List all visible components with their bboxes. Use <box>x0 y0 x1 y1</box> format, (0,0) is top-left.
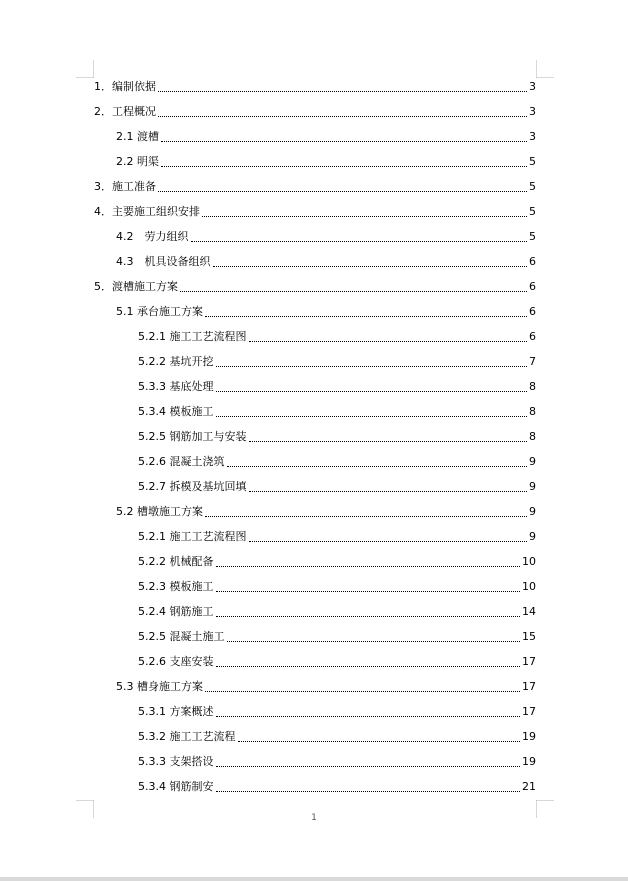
toc-entry-page: 10 <box>522 580 536 593</box>
toc-dot-leader <box>216 616 521 617</box>
toc-entry-page: 7 <box>529 355 536 368</box>
toc-entry[interactable] <box>94 205 536 219</box>
toc-entry[interactable] <box>138 330 536 344</box>
toc-dot-leader <box>227 466 528 467</box>
toc-entry[interactable] <box>138 730 536 744</box>
toc-entry[interactable] <box>138 655 536 669</box>
toc-entry-title: 5.2.5 混凝土施工 <box>138 630 225 643</box>
toc-entry-title: 2．工程概况 <box>94 105 156 118</box>
toc-entry-title: 1．编制依据 <box>94 80 156 93</box>
toc-entry-page: 6 <box>529 280 536 293</box>
toc-dot-leader <box>216 566 521 567</box>
toc-entry-title: 5.2.4 钢筋施工 <box>138 605 214 618</box>
toc-entry-page: 5 <box>529 205 536 218</box>
toc-entry-title: 4.2 劳力组织 <box>116 230 189 243</box>
toc-entry-title: 5.2.5 钢筋加工与安装 <box>138 430 247 443</box>
toc-entry-title: 5.1 承台施工方案 <box>116 305 203 318</box>
toc-entry[interactable] <box>138 455 536 469</box>
toc-entry[interactable] <box>138 555 536 569</box>
toc-entry-title: 5.2.2 基坑开挖 <box>138 355 214 368</box>
toc-entry-page: 9 <box>529 455 536 468</box>
toc-dot-leader <box>216 716 521 717</box>
toc-entry-page: 8 <box>529 380 536 393</box>
toc-entry-page: 21 <box>522 780 536 793</box>
toc-entry-title: 5.2.7 拆模及基坑回填 <box>138 480 247 493</box>
toc-entry-title: 2.2 明渠 <box>116 155 159 168</box>
toc-dot-leader <box>191 241 528 242</box>
crop-mark-top-left <box>76 60 94 78</box>
toc-dot-leader <box>161 166 527 167</box>
toc-dot-leader <box>213 266 528 267</box>
toc-dot-leader <box>202 216 527 217</box>
toc-dot-leader <box>205 691 520 692</box>
toc-dot-leader <box>180 291 527 292</box>
toc-entry-title: 5.2.6 支座安装 <box>138 655 214 668</box>
toc-entry-title: 5.2.3 模板施工 <box>138 580 214 593</box>
toc-entry-page: 9 <box>529 505 536 518</box>
toc-entry[interactable] <box>94 180 536 194</box>
toc-entry-title: 4．主要施工组织安排 <box>94 205 200 218</box>
toc-entry[interactable] <box>138 580 536 594</box>
toc-entry[interactable] <box>116 305 536 319</box>
toc-entry[interactable] <box>94 280 536 294</box>
toc-dot-leader <box>216 416 528 417</box>
toc-entry-page: 15 <box>522 630 536 643</box>
toc-entry[interactable] <box>116 130 536 144</box>
toc-dot-leader <box>216 591 521 592</box>
toc-dot-leader <box>216 766 521 767</box>
toc-entry[interactable] <box>138 780 536 794</box>
toc-dot-leader <box>216 366 528 367</box>
toc-entry-title: 5.2.1 施工工艺流程图 <box>138 330 247 343</box>
toc-entry[interactable] <box>138 430 536 444</box>
toc-entry-page: 9 <box>529 530 536 543</box>
toc-entry-title: 5．渡槽施工方案 <box>94 280 178 293</box>
toc-dot-leader <box>216 666 521 667</box>
window-bottom-edge <box>0 877 628 881</box>
toc-entry[interactable] <box>138 705 536 719</box>
toc-entry[interactable] <box>116 505 536 519</box>
toc-entry-page: 8 <box>529 405 536 418</box>
toc-dot-leader <box>249 541 528 542</box>
toc-entry[interactable] <box>138 380 536 394</box>
toc-entry-page: 3 <box>529 130 536 143</box>
crop-mark-top-right <box>536 60 554 78</box>
toc-dot-leader <box>161 141 527 142</box>
toc-entry-page: 3 <box>529 80 536 93</box>
toc-entry-page: 3 <box>529 105 536 118</box>
toc-dot-leader <box>249 491 528 492</box>
toc-entry-title: 5.3.2 施工工艺流程 <box>138 730 236 743</box>
toc-entry-title: 5.3 槽身施工方案 <box>116 680 203 693</box>
toc-dot-leader <box>249 341 528 342</box>
toc-dot-leader <box>158 91 527 92</box>
toc-entry[interactable] <box>116 155 536 169</box>
toc-entry-page: 6 <box>529 330 536 343</box>
toc-entry-page: 14 <box>522 605 536 618</box>
toc-entry-page: 17 <box>522 655 536 668</box>
toc-dot-leader <box>205 316 527 317</box>
toc-entry-title: 4.3 机具设备组织 <box>116 255 211 268</box>
toc-entry[interactable] <box>116 230 536 244</box>
toc-entry[interactable] <box>138 530 536 544</box>
toc-entry-page: 9 <box>529 480 536 493</box>
toc-entry[interactable] <box>94 105 536 119</box>
toc-dot-leader <box>216 791 521 792</box>
toc-entry-page: 17 <box>522 705 536 718</box>
toc-dot-leader <box>238 741 521 742</box>
toc-entry-title: 2.1 渡槽 <box>116 130 159 143</box>
toc-dot-leader <box>205 516 527 517</box>
toc-entry-page: 19 <box>522 755 536 768</box>
toc-entry-title: 5.2.6 混凝土浇筑 <box>138 455 225 468</box>
toc-entry-title: 5.2.1 施工工艺流程图 <box>138 530 247 543</box>
toc-entry[interactable] <box>138 605 536 619</box>
toc-entry-title: 5.2 槽墩施工方案 <box>116 505 203 518</box>
toc-entry[interactable] <box>138 405 536 419</box>
toc-entry[interactable] <box>116 680 536 694</box>
toc-entry[interactable] <box>138 480 536 494</box>
toc-dot-leader <box>249 441 528 442</box>
toc-entry-page: 8 <box>529 430 536 443</box>
toc-entry-title: 5.3.3 基底处理 <box>138 380 214 393</box>
toc-entry-page: 5 <box>529 180 536 193</box>
toc-entry[interactable] <box>94 80 536 94</box>
toc-entry-page: 6 <box>529 305 536 318</box>
toc-entry[interactable] <box>138 355 536 369</box>
toc-entry[interactable] <box>138 630 536 644</box>
toc-dot-leader <box>158 116 527 117</box>
toc-entry-page: 5 <box>529 155 536 168</box>
toc-entry-title: 5.3.3 支架搭设 <box>138 755 214 768</box>
toc-entry-title: 5.2.2 机械配备 <box>138 555 214 568</box>
toc-dot-leader <box>216 391 528 392</box>
toc-entry[interactable] <box>138 755 536 769</box>
toc-entry[interactable] <box>116 255 536 269</box>
toc-dot-leader <box>158 191 527 192</box>
toc-entry-page: 10 <box>522 555 536 568</box>
toc-dot-leader <box>227 641 521 642</box>
toc-entry-title: 5.3.1 方案概述 <box>138 705 214 718</box>
toc-entry-page: 6 <box>529 255 536 268</box>
toc-entry-page: 5 <box>529 230 536 243</box>
toc-entry-title: 5.3.4 模板施工 <box>138 405 214 418</box>
toc-entry-page: 19 <box>522 730 536 743</box>
toc-entry-title: 3．施工准备 <box>94 180 156 193</box>
page-number: 1 <box>311 813 317 823</box>
toc-entry-page: 17 <box>522 680 536 693</box>
toc-entry-title: 5.3.4 钢筋制安 <box>138 780 214 793</box>
